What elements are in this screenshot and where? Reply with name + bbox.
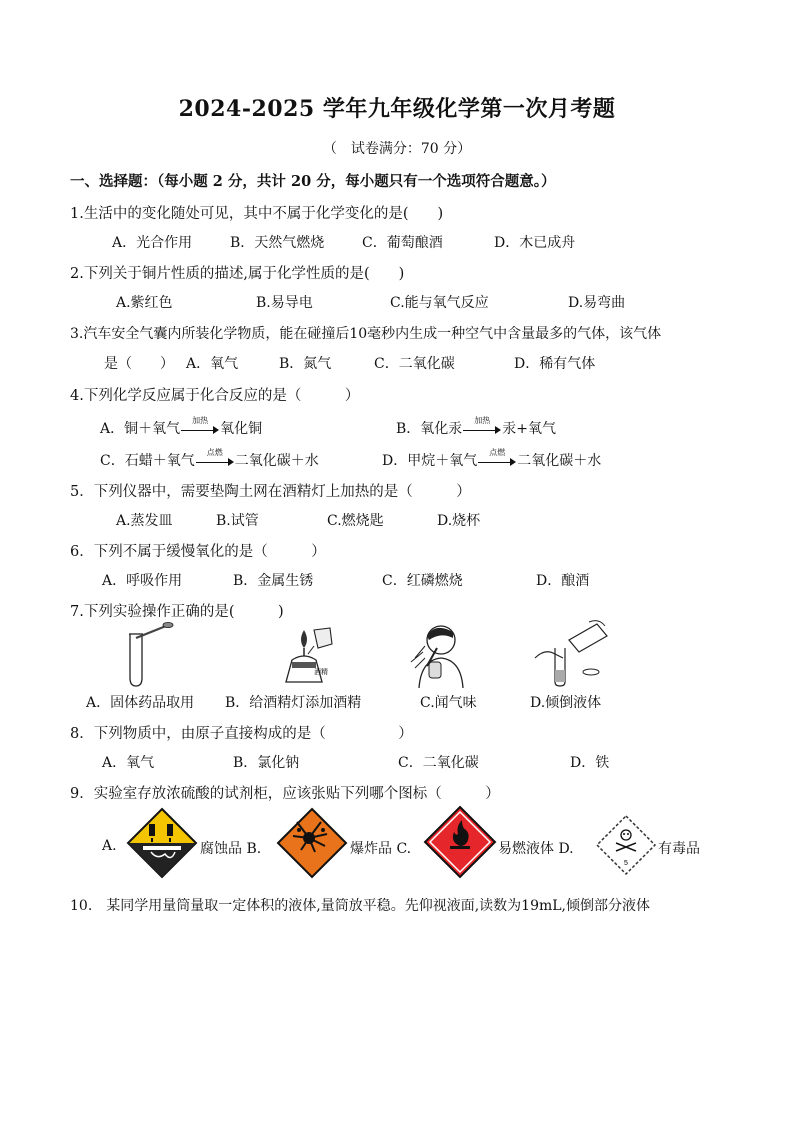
reaction-arrow <box>478 448 516 468</box>
toxic-hazard-icon <box>596 815 656 875</box>
option-a-reactants: A．铜＋氧气 <box>100 421 181 437</box>
alcohol-lamp-image <box>268 622 340 688</box>
question-6-stem: 6．下列不属于缓慢氧化的是（ ） <box>70 544 326 560</box>
flammable-label: 易燃液体 D. <box>498 841 574 857</box>
corrosive-hazard-icon <box>127 808 197 878</box>
smelling-boy-image <box>405 618 475 690</box>
reaction-arrow <box>196 448 234 468</box>
explosive-label: 爆炸品 C. <box>350 841 412 857</box>
question-9-option-a: A. <box>102 838 117 854</box>
question-5-option-a: A.蒸发皿 <box>116 513 173 529</box>
question-4-option-a <box>100 418 262 438</box>
question-4-option-d <box>382 450 601 470</box>
section-heading: 一、选择题：（每小题 2 分，共计 20 分，每小题只有一个选项符合题意。） <box>70 173 556 190</box>
question-8-option-a: A．氧气 <box>102 755 155 771</box>
question-3-option-a: A．氧气 <box>186 356 239 372</box>
question-1-option-b: B．天然气燃烧 <box>230 235 325 251</box>
question-1-stem: 1.生活中的变化随处可见，其中不属于化学变化的是( ) <box>70 206 444 222</box>
pouring-liquid-image <box>533 618 613 688</box>
question-7-option-c: C.闻气味 <box>420 695 477 711</box>
question-6-option-b: B．金属生锈 <box>233 573 314 589</box>
question-8-option-d: D．铁 <box>570 755 610 771</box>
flammable-hazard-icon <box>424 806 496 878</box>
question-3-stem: 3.汽车安全气囊内所装化学物质，能在碰撞后10毫秒内生成一种空气中含量最多的气体，该气体 <box>70 326 662 342</box>
question-2-option-a: A.紫红色 <box>116 295 173 311</box>
reaction-condition: 点燃 <box>489 448 506 457</box>
page-title: 2024-2025 学年九年级化学第一次月考题 <box>178 96 616 122</box>
question-7-option-a: A．固体药品取用 <box>86 695 195 711</box>
question-3-option-b: B．氮气 <box>279 356 332 372</box>
question-3-option-c: C．二氧化碳 <box>374 356 455 372</box>
option-c-products: 二氧化碳＋水 <box>234 453 319 469</box>
question-5-stem: 5．下列仪器中，需要垫陶土网在酒精灯上加热的是（ ） <box>70 484 471 500</box>
reaction-condition: 加热 <box>192 416 209 425</box>
lamp-label: 酒精 <box>314 669 328 676</box>
question-2-option-c: C.能与氧气反应 <box>390 295 489 311</box>
reaction-condition: 加热 <box>474 416 491 425</box>
question-6-option-c: C．红磷燃烧 <box>382 573 463 589</box>
question-4-option-b <box>396 418 556 438</box>
toxic-label: 有毒品 <box>658 841 700 857</box>
reaction-condition: 点燃 <box>206 448 223 457</box>
question-5-option-c: C.燃烧匙 <box>327 513 384 529</box>
question-1-option-a: A．光合作用 <box>112 235 193 251</box>
solid-reagent-image <box>118 620 188 690</box>
question-6-option-d: D．酿酒 <box>536 573 590 589</box>
question-8-option-b: B．氯化钠 <box>233 755 300 771</box>
option-b-products: 汞+氧气 <box>502 421 557 437</box>
question-6-option-a: A．呼吸作用 <box>102 573 183 589</box>
exam-full-score: （ 试卷满分：70 分） <box>322 141 472 157</box>
question-2-option-d: D.易弯曲 <box>568 295 626 311</box>
question-4-option-c <box>100 450 319 470</box>
reaction-arrow <box>181 416 219 436</box>
question-7-option-b: B．给酒精灯添加酒精 <box>225 695 362 711</box>
question-8-stem: 8．下列物质中，由原子直接构成的是（ ） <box>70 726 413 742</box>
reaction-arrow <box>463 416 501 436</box>
question-4-stem: 4.下列化学反应属于化合反应的是（ ） <box>70 388 360 404</box>
question-5-option-d: D.烧杯 <box>437 513 481 529</box>
question-7-option-d: D.倾倒液体 <box>530 695 602 711</box>
toxic-class-number: 5 <box>624 860 628 867</box>
corrosive-label: 腐蚀品 B. <box>200 841 262 857</box>
question-1-option-c: C．葡萄酿酒 <box>362 235 443 251</box>
option-d-products: 二氧化碳＋水 <box>517 453 602 469</box>
question-9-stem: 9．实验室存放浓硫酸的试剂柜，应该张贴下列哪个图标（ ） <box>70 786 500 802</box>
option-b-reactants: B．氧化汞 <box>396 421 463 437</box>
explosive-hazard-icon <box>277 808 347 878</box>
question-5-option-b: B.试管 <box>216 513 259 529</box>
question-3-option-d: D．稀有气体 <box>514 356 596 372</box>
question-2-stem: 2.下列关于铜片性质的描述,属于化学性质的是( ) <box>70 266 405 282</box>
question-10-stem: 10. 某同学用量筒量取一定体积的液体,量筒放平稳。先仰视液面,读数为19mL,倾倒部分液体 <box>70 898 650 914</box>
option-d-reactants: D．甲烷＋氧气 <box>382 453 478 469</box>
question-7-stem: 7.下列实验操作正确的是( ) <box>70 604 284 620</box>
question-3-stem-continued: 是（ ） <box>104 356 174 372</box>
option-a-products: 氧化铜 <box>220 421 263 437</box>
question-1-option-d: D．木已成舟 <box>494 235 576 251</box>
question-2-option-b: B.易导电 <box>256 295 313 311</box>
question-8-option-c: C．二氧化碳 <box>398 755 479 771</box>
option-c-reactants: C．石蜡＋氧气 <box>100 453 195 469</box>
